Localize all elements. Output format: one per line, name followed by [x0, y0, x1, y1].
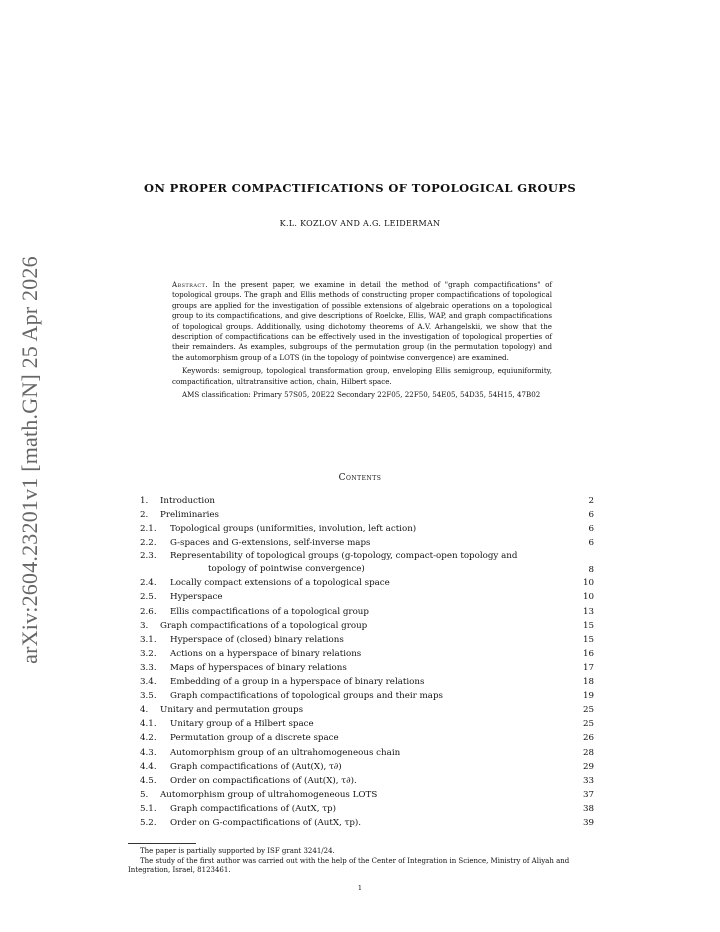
toc-entry-number: 2.6.	[140, 606, 157, 617]
toc-entry-text	[140, 788, 377, 802]
toc-entry[interactable]	[140, 661, 594, 675]
toc-entry-page: 8	[588, 564, 594, 575]
toc-entry-page: 33	[582, 775, 594, 786]
toc-entry[interactable]	[140, 522, 594, 536]
toc-entry-number: 3.1.	[140, 634, 157, 645]
toc-entry[interactable]	[140, 717, 594, 731]
toc-entry-page: 6	[588, 538, 594, 549]
toc-entry-page: 38	[582, 803, 594, 814]
toc-entry-title: Automorphism group of ultrahomogeneous LOTS	[160, 789, 378, 800]
keywords: Keywords: semigroup, topological transformation group, enveloping Ellis semigroup, equiuniformity, compactification, ultratransitive action, chain, Hilbert space.	[172, 366, 552, 386]
toc-entry-number: 2.5.	[140, 592, 157, 603]
toc-entry-text	[140, 816, 361, 830]
paper-title: ON PROPER COMPACTIFICATIONS OF TOPOLOGICAL GROUPS	[143, 181, 577, 195]
toc-entry-number: 2.4.	[140, 578, 157, 589]
toc-entry-title: Permutation group of a discrete space	[170, 733, 339, 744]
toc-entry-number: 2.1.	[140, 524, 157, 535]
toc-entry-page: 15	[582, 620, 594, 631]
footnote-support: The study of the first author was carried out with the help of the Center of Integration in Science, Ministry of Aliyah and Integration, Israel, 8123461.	[128, 856, 570, 874]
toc-entry-page: 16	[582, 648, 594, 659]
toc-entry-page: 2	[588, 496, 594, 506]
toc-entry[interactable]	[140, 816, 594, 830]
toc-entry-page: 17	[582, 662, 594, 673]
toc-entry[interactable]	[140, 605, 594, 619]
abstract-block	[172, 280, 552, 400]
toc-entry-title: Introduction	[160, 496, 216, 506]
toc-entry-text	[140, 689, 443, 703]
toc-entry-text	[140, 746, 400, 760]
page-number: 1	[357, 884, 363, 892]
toc-entry-page: 28	[582, 747, 594, 758]
toc-entry-text	[140, 619, 367, 633]
toc-entry[interactable]	[140, 633, 594, 647]
ams-classification: AMS classification: Primary 57S05, 20E22 Secondary 22F05, 22F50, 54E05, 54D35, 54H15, 47B02	[182, 390, 541, 400]
footnote-grant: The paper is partially supported by ISF grant 3241/24.	[140, 847, 335, 855]
toc-entry[interactable]	[140, 703, 594, 717]
toc-entry-text	[140, 536, 371, 550]
toc-entry-number: 4.5.	[140, 775, 157, 786]
toc-entry-page: 26	[582, 733, 594, 744]
toc-entry-number: 1.	[140, 496, 149, 506]
arxiv-identifier-stamp	[12, 250, 48, 670]
toc-entry-title: Automorphism group of an ultrahomogeneous chain	[170, 747, 401, 758]
toc-entry-title: Ellis compactifications of a topological group	[170, 606, 369, 617]
toc-entry-text	[140, 494, 215, 508]
toc-entry-title: Unitary group of a Hilbert space	[170, 719, 314, 730]
toc-entry[interactable]	[140, 590, 594, 604]
toc-entry-page: 6	[588, 510, 594, 521]
toc-entry-title: G-spaces and G-extensions, self-inverse maps	[170, 538, 371, 549]
toc-entry[interactable]	[140, 508, 594, 522]
toc-entry-text	[140, 647, 361, 661]
table-of-contents	[140, 494, 594, 830]
toc-entry-text	[140, 802, 336, 816]
toc-entry-title: Topological groups (uniformities, involution, left action)	[170, 524, 417, 535]
toc-entry-page: 13	[582, 606, 594, 617]
footnote-rule	[128, 843, 196, 844]
toc-entry-title: Embedding of a group in a hyperspace of binary relations	[170, 677, 425, 688]
toc-entry-title: Graph compactifications of (Aut(X), τ∂)	[170, 761, 342, 772]
toc-entry-text	[140, 633, 344, 647]
toc-entry[interactable]	[140, 689, 594, 703]
toc-entry-title: Unitary and permutation groups	[160, 705, 304, 716]
toc-entry-title: Maps of hyperspaces of binary relations	[170, 662, 347, 673]
toc-entry-number: 3.	[140, 620, 149, 631]
toc-entry-text	[140, 522, 416, 536]
toc-entry-text	[140, 717, 314, 731]
footnotes	[128, 847, 594, 876]
toc-entry-title: Graph compactifications of topological groups and their maps	[170, 691, 443, 702]
toc-entry[interactable]	[140, 675, 594, 689]
toc-entry-title: Order on G-compactifications of (AutX, τp).	[170, 817, 362, 828]
toc-entry-page: 10	[582, 592, 594, 603]
toc-entry-number: 4.	[140, 705, 149, 716]
toc-entry-text	[140, 774, 357, 788]
toc-entry-text	[140, 550, 517, 575]
toc-entry-page: 6	[588, 524, 594, 535]
toc-entry-text	[140, 661, 347, 675]
contents-heading: Contents	[338, 473, 382, 483]
toc-entry-text	[140, 605, 369, 619]
toc-entry[interactable]	[140, 619, 594, 633]
toc-entry[interactable]	[140, 536, 594, 550]
toc-entry-text	[140, 675, 424, 689]
toc-entry-title: Preliminaries	[160, 510, 220, 521]
abstract-text: In the present paper, we examine in detail the method of "graph compactifications" of topological groups. The graph and Ellis methods of constructing proper compactifications of topological groups are applied for the investigation of possible extensions of algebraic operations on a topological group to its compactifications, and give descriptions of Roelcke, Ellis, WAP, and graph compactifications of topological groups. Additionally, using dichotomy theorems of A.V. Arhangelskii, we show that the description of compactifications can be effectively used in the investigation of topological properties of their remainders. As examples, subgroups of the permutation group (in the permutation topology) and the automorphism group of a LOTS (in the topology of pointwise convergence) are examined.	[172, 280, 552, 362]
toc-entry-title: Order on compactifications of (Aut(X), τ∂).	[170, 775, 357, 786]
toc-entry-number: 4.1.	[140, 719, 157, 730]
toc-entry-number: 5.2.	[140, 817, 157, 828]
toc-entry-number: 5.1.	[140, 803, 157, 814]
toc-entry[interactable]	[140, 774, 594, 788]
toc-entry-number: 2.3.	[140, 551, 157, 562]
toc-entry[interactable]	[140, 746, 594, 760]
toc-entry-text	[140, 508, 219, 522]
toc-entry-text	[140, 760, 342, 774]
toc-entry-text	[140, 590, 223, 604]
toc-entry-text	[140, 703, 303, 717]
toc-entry-text	[140, 731, 339, 745]
toc-entry-title: Actions on a hyperspace of binary relations	[170, 648, 362, 659]
toc-entry-page: 15	[582, 634, 594, 645]
toc-entry-title: Locally compact extensions of a topological space	[170, 578, 390, 589]
arxiv-identifier-text: arXiv:2604.23201v1 [math.GN] 25 Apr 2026	[17, 256, 42, 664]
toc-entry[interactable]	[140, 760, 594, 774]
toc-entry-page: 37	[582, 789, 594, 800]
toc-entry-number: 3.3.	[140, 662, 157, 673]
toc-entry-number: 3.2.	[140, 648, 157, 659]
toc-entry-number: 4.2.	[140, 733, 157, 744]
toc-entry-page: 10	[582, 578, 594, 589]
toc-entry-page: 25	[582, 719, 594, 730]
toc-entry[interactable]	[140, 788, 594, 802]
toc-entry-number: 2.2.	[140, 538, 157, 549]
toc-entry-title: Graph compactifications of a topological group	[160, 620, 368, 631]
toc-entry-page: 29	[582, 761, 594, 772]
toc-entry[interactable]	[140, 647, 594, 661]
toc-entry-title: Representability of topological groups (g-topology, compact-open topology and	[170, 551, 518, 562]
toc-entry-page: 19	[582, 691, 594, 702]
toc-entry-number: 5.	[140, 789, 149, 800]
toc-entry[interactable]	[140, 494, 594, 508]
toc-entry-number: 4.3.	[140, 747, 157, 758]
toc-entry-number: 2.	[140, 510, 149, 521]
paper-authors: K.L. KOZLOV AND A.G. LEIDERMAN	[279, 219, 441, 228]
toc-entry-title: Graph compactifications of (AutX, τp)	[170, 803, 336, 814]
toc-entry[interactable]	[140, 731, 594, 745]
toc-entry-title: Hyperspace of (closed) binary relations	[170, 634, 344, 645]
toc-entry[interactable]	[140, 576, 594, 590]
toc-entry-number: 3.4.	[140, 677, 157, 688]
toc-entry-title-continuation: topology of pointwise convergence)	[208, 563, 365, 574]
toc-entry-page: 18	[582, 677, 594, 688]
toc-entry[interactable]	[140, 802, 594, 816]
toc-entry-number: 4.4.	[140, 761, 157, 772]
toc-entry[interactable]	[140, 550, 594, 576]
abstract-label: Abstract.	[172, 280, 208, 289]
toc-entry-text	[140, 576, 390, 590]
toc-entry-number: 3.5.	[140, 691, 157, 702]
toc-entry-page: 39	[582, 817, 594, 828]
toc-entry-title: Hyperspace	[170, 592, 223, 603]
toc-entry-page: 25	[582, 705, 594, 716]
